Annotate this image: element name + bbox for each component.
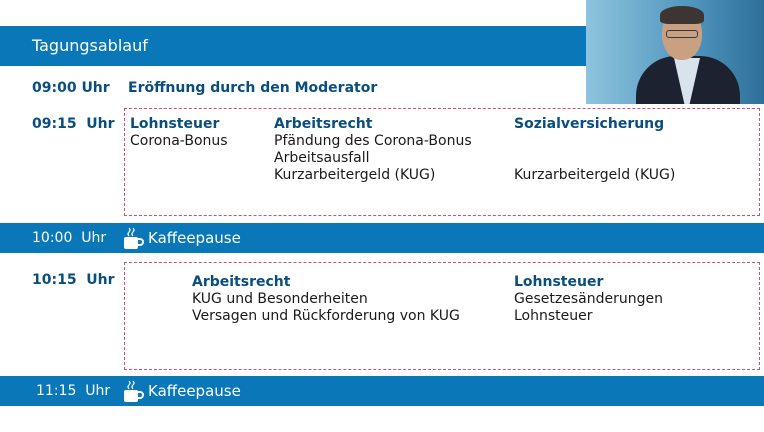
break2-label: Kaffeepause xyxy=(148,382,241,400)
speaker-video xyxy=(586,0,764,104)
session1-col1-heading: Lohnsteuer xyxy=(130,116,220,132)
top-strip xyxy=(0,0,586,22)
opening-title: Eröffnung durch den Moderator xyxy=(128,80,378,96)
speaker-hair xyxy=(660,6,704,24)
session2-col2-heading: Lohnsteuer xyxy=(514,274,604,290)
session1-col2-heading: Arbeitsrecht xyxy=(274,116,373,132)
session1-col3-line2 xyxy=(514,150,675,167)
session1-col-lohnsteuer xyxy=(130,116,228,150)
session1-col3-line3: Kurzarbeitergeld (KUG) xyxy=(514,167,676,183)
session2-col1-line2: Versagen und Rückforderung von KUG xyxy=(192,308,460,324)
session1-time: 09:15 Uhr xyxy=(32,116,115,132)
session1-col2-line2: Arbeitsausfall xyxy=(274,150,370,166)
break2-time: 11:15 Uhr xyxy=(36,383,111,399)
session1-col3-line1 xyxy=(514,133,675,150)
title-bar xyxy=(0,26,586,66)
session2-col1-line1: KUG und Besonderheiten xyxy=(192,291,368,307)
coffee-break-2 xyxy=(0,376,764,406)
coffee-break-1 xyxy=(0,223,764,253)
session2-col-lohnsteuer xyxy=(514,274,663,325)
session2-col-arbeitsrecht xyxy=(192,274,460,325)
coffee-cup-icon xyxy=(122,379,144,403)
session2-time: 10:15 Uhr xyxy=(32,272,115,288)
coffee-cup-icon xyxy=(122,226,144,250)
opening-time: 09:00 Uhr xyxy=(32,80,110,96)
speaker-glasses xyxy=(666,30,698,38)
session2-col1-heading: Arbeitsrecht xyxy=(192,274,291,290)
session1-col2-line3: Kurzarbeitergeld (KUG) xyxy=(274,167,436,183)
session2-col2-line1: Gesetzesänderungen xyxy=(514,291,663,307)
session1-col-arbeitsrecht xyxy=(274,116,472,184)
session1-col1-line1: Corona-Bonus xyxy=(130,133,228,149)
page-title: Tagungsablauf xyxy=(32,36,148,55)
session2-col2-line2: Lohnsteuer xyxy=(514,308,593,324)
break1-label: Kaffeepause xyxy=(148,229,241,247)
session1-col-sozialversicherung xyxy=(514,116,675,184)
break1-time: 10:00 Uhr xyxy=(32,230,107,246)
session1-col2-line1: Pfändung des Corona-Bonus xyxy=(274,133,472,149)
session1-col3-heading: Sozialversicherung xyxy=(514,116,665,132)
